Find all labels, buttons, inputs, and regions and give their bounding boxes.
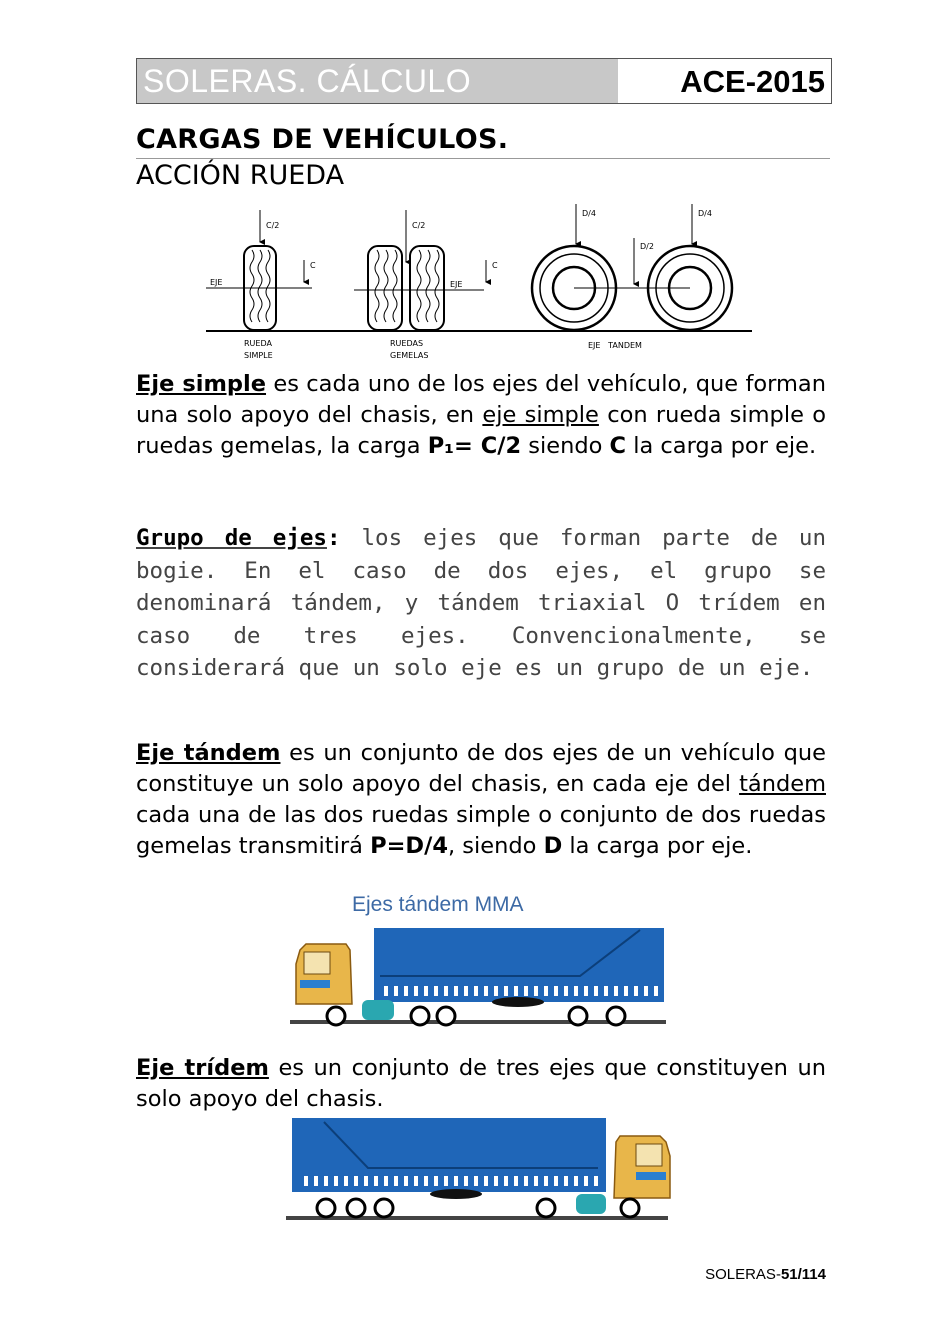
label-c-2: C (492, 261, 498, 270)
page-subtitle: ACCIÓN RUEDA (136, 160, 345, 191)
p3-text-2: cada una de las dos ruedas simple o conjunto de dos ruedas gemelas transmitirá (136, 802, 826, 859)
paragraph-grupo-ejes (136, 522, 826, 685)
p3-text-1: es un conjunto de dos ejes de un vehículo que constituye un solo apoyo del chasis, en cada eje del (136, 740, 826, 797)
var-d: D (543, 833, 563, 859)
paragraph-eje-tandem (136, 738, 826, 862)
p1-text-1: es cada uno de los ejes del vehículo, que forman una solo apoyo del chasis, en (136, 371, 826, 428)
label-c-half-1: C/2 (266, 221, 280, 230)
paragraph-eje-simple (136, 369, 826, 462)
p2-colon: : (326, 525, 341, 551)
p3-text-3: , siendo (447, 833, 544, 859)
term-eje-tandem: Eje tándem (136, 740, 281, 766)
p4-text: es un conjunto de tres ejes que constituyen un solo apoyo del chasis. (136, 1055, 826, 1112)
paragraph-eje-tridem (136, 1053, 826, 1115)
wheel-load-diagram (200, 198, 760, 364)
page-number: 51/114 (780, 1266, 826, 1283)
link-tandem: tándem (739, 771, 826, 797)
term-eje-simple: Eje simple (136, 371, 267, 397)
label-rueda-simple-2: SIMPLE (244, 351, 273, 360)
label-c-1: C (310, 261, 316, 270)
label-c-half-2: C/2 (412, 221, 426, 230)
label-d-quarter-2: D/4 (698, 209, 712, 218)
header-code: ACE-2015 (680, 64, 825, 99)
label-ruedas-gemelas-1: RUEDAS (390, 339, 424, 348)
var-c: C (609, 433, 627, 459)
link-eje-simple: eje simple (482, 402, 599, 428)
formula-p: P=D/4 (370, 833, 448, 859)
formula-p1: P₁= C/2 (427, 433, 522, 459)
header-section: SOLERAS. CÁLCULO (137, 59, 618, 103)
label-rueda-simple-1: RUEDA (244, 339, 272, 348)
title-divider (136, 158, 830, 159)
term-grupo-ejes: Grupo de ejes (136, 525, 327, 551)
label-eje-2: EJE (450, 280, 463, 289)
page-header (136, 58, 832, 104)
p1-text-4: la carga por eje. (626, 433, 817, 459)
term-eje-tridem: Eje trídem (136, 1055, 269, 1081)
p1-text-3: siendo (521, 433, 610, 459)
truck-tandem-illustration (290, 924, 670, 1032)
page-footer (705, 1266, 826, 1283)
truck-tridem-illustration (284, 1116, 676, 1226)
p1-text-2: con rueda simple o ruedas gemelas, la carga (136, 402, 827, 459)
label-eje-tandem: EJE TANDEM (588, 341, 642, 350)
footer-prefix: SOLERAS- (705, 1266, 781, 1283)
label-d-half: D/2 (640, 242, 654, 251)
label-ruedas-gemelas-2: GEMELAS (390, 351, 429, 360)
p3-text-4: la carga por eje. (562, 833, 753, 859)
label-d-quarter-1: D/4 (582, 209, 596, 218)
p2-text: los ejes que forman parte de un bogie. En el caso de dos ejes, el grupo se denominará tándem, y tándem triaxial O trídem en caso de tres ejes. Convencionalmente, se considerará que un solo eje es un grupo de un eje. (136, 525, 826, 681)
page-title: CARGAS DE VEHÍCULOS. (136, 124, 509, 155)
label-eje-1: EJE (210, 278, 223, 287)
caption-ejes-tandem: Ejes tándem MMA (352, 893, 524, 916)
